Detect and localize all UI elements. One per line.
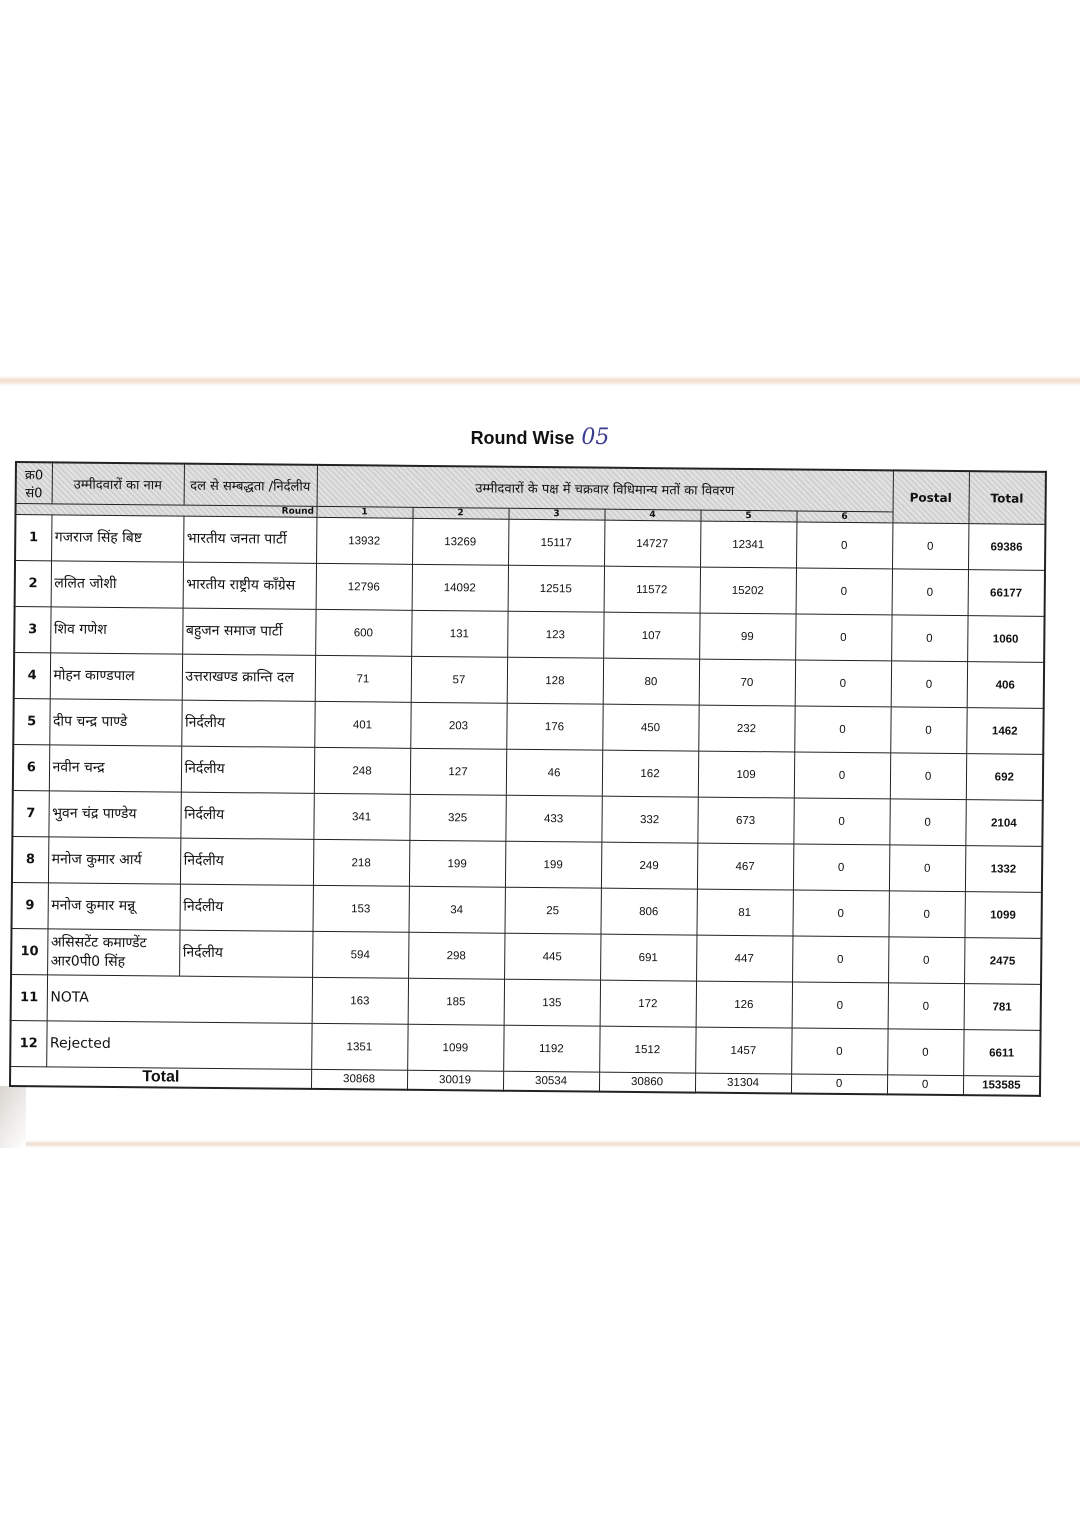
grand-total-label: Total	[10, 1066, 311, 1088]
header-rounds-group: उम्मीदवारों के पक्ष में चक्रवार विधिमान्य मतों का विवरण	[317, 465, 893, 512]
party-name: उत्तराखण्ड क्रान्ति दल	[182, 654, 315, 701]
round-5-votes: 109	[698, 751, 794, 798]
round-6-votes: 0	[793, 798, 889, 845]
round-3-votes: 135	[504, 979, 600, 1026]
round-4-votes: 450	[602, 704, 698, 751]
results-body	[10, 515, 1045, 1096]
round-4-votes: 80	[603, 658, 699, 705]
round-4-votes: 11572	[604, 566, 700, 613]
round-1-votes: 1351	[311, 1023, 407, 1070]
header-round-4: 4	[604, 509, 700, 521]
candidate-name: ललित जोशी	[51, 561, 183, 608]
round-1-votes: 600	[315, 609, 411, 656]
total-votes: 2475	[964, 938, 1041, 985]
serial-number: 3	[14, 607, 50, 653]
page-title	[0, 425, 1080, 450]
round-5-votes: 70	[699, 659, 795, 706]
total-votes: 781	[964, 984, 1041, 1031]
total-votes: 66177	[968, 570, 1045, 617]
round-5-votes: 1457	[695, 1027, 791, 1074]
round-6-votes: 0	[795, 614, 891, 661]
total-votes: 1099	[965, 892, 1042, 939]
postal-votes: 0	[892, 569, 968, 616]
party-name: बहुजन समाज पार्टी	[182, 608, 315, 655]
round-4-total: 30860	[599, 1072, 695, 1092]
serial-number: 4	[14, 653, 50, 699]
total-votes: 1332	[965, 846, 1042, 893]
round-1-votes: 13932	[316, 517, 412, 564]
serial-number: 2	[15, 561, 51, 607]
postal-votes: 0	[890, 753, 966, 800]
postal-votes: 0	[889, 799, 965, 846]
round-4-votes: 691	[600, 934, 696, 981]
header-round-6: 6	[796, 511, 892, 523]
serial-number: 9	[12, 882, 48, 928]
title-handwritten-number: 05	[581, 425, 610, 450]
round-1-votes: 248	[314, 747, 410, 794]
candidate-name: असिसटेंट कमाण्डेंट आर0पी0 सिंह	[47, 929, 179, 976]
serial-number: 8	[12, 836, 48, 882]
total-votes: 692	[966, 754, 1043, 801]
postal-votes: 0	[891, 661, 967, 708]
total-votes: 2104	[965, 800, 1042, 847]
serial-number: 6	[13, 744, 49, 790]
round-2-votes: 185	[408, 978, 504, 1025]
postal-total: 0	[887, 1075, 963, 1095]
round-6-votes: 0	[792, 890, 888, 937]
round-2-votes: 127	[410, 748, 506, 795]
party-name: निर्दलीय	[180, 792, 313, 839]
round-2-votes: 1099	[407, 1024, 503, 1071]
round-3-votes: 199	[505, 841, 601, 888]
candidate-name: शिव गणेश	[50, 607, 182, 654]
header-total: Total	[968, 471, 1046, 524]
round-4-votes: 1512	[599, 1026, 695, 1073]
serial-number: 1	[15, 515, 51, 561]
total-votes: 1060	[967, 616, 1044, 663]
round-2-votes: 131	[411, 610, 507, 657]
results-table-wrapper	[9, 461, 1045, 1091]
party-name: निर्दलीय	[179, 930, 312, 977]
round-2-votes: 203	[410, 702, 506, 749]
round-1-votes: 12796	[316, 563, 412, 610]
round-2-votes: 13269	[412, 518, 508, 565]
round-5-votes: 673	[697, 797, 793, 844]
header-round-5: 5	[700, 510, 796, 522]
round-6-votes: 0	[794, 706, 890, 753]
round-3-votes: 12515	[508, 565, 604, 612]
total-votes: 1462	[966, 708, 1043, 755]
round-1-votes: 341	[313, 793, 409, 840]
round-6-votes: 0	[796, 522, 892, 569]
postal-votes: 0	[889, 891, 965, 938]
round-6-votes: 0	[795, 660, 891, 707]
round-5-votes: 12341	[700, 521, 796, 568]
round-wise-results-table	[9, 461, 1047, 1097]
round-6-votes: 0	[792, 982, 888, 1029]
scan-corner-shadow	[0, 1086, 26, 1148]
round-4-votes: 806	[600, 888, 696, 935]
round-4-votes: 249	[601, 842, 697, 889]
serial-number: 11	[11, 974, 47, 1020]
header-postal: Postal	[892, 470, 969, 523]
total-votes: 69386	[968, 524, 1045, 571]
round-2-total: 30019	[407, 1070, 503, 1090]
round-1-votes: 594	[312, 931, 408, 978]
header-party: दल से सम्बद्धता /निर्दलीय	[184, 464, 317, 507]
round-6-votes: 0	[792, 936, 888, 983]
candidate-name: भुवन चंद्र पाण्डेय	[48, 791, 180, 838]
postal-votes: 0	[888, 937, 964, 984]
round-6-total: 0	[791, 1074, 887, 1094]
round-1-votes: 153	[312, 885, 408, 932]
round-5-votes: 81	[696, 889, 792, 936]
party-name: भारतीय राष्ट्रीय कॉंग्रेस	[183, 562, 316, 609]
header-round-3: 3	[508, 508, 604, 520]
round-1-votes: 401	[314, 701, 410, 748]
round-5-votes: 467	[697, 843, 793, 890]
round-1-votes: 163	[312, 977, 408, 1024]
round-2-votes: 298	[408, 932, 504, 979]
round-3-votes: 15117	[508, 519, 604, 566]
candidate-name: मनोज कुमार आर्य	[48, 837, 180, 884]
round-3-votes: 176	[506, 703, 602, 750]
postal-votes: 0	[888, 983, 964, 1030]
grand-total-votes: 153585	[963, 1076, 1040, 1096]
round-2-votes: 57	[411, 656, 507, 703]
candidate-name: दीप चन्द्र पाण्डे	[49, 699, 181, 746]
header-candidate: उम्मीदवारों का नाम	[52, 462, 184, 505]
round-1-votes: 71	[315, 655, 411, 702]
postal-votes: 0	[892, 523, 968, 570]
header-round-label: Round	[15, 504, 316, 518]
header-serial: क्र0 सं0	[16, 462, 52, 504]
candidate-name: नवीन चन्द्र	[49, 745, 181, 792]
round-3-votes: 128	[507, 657, 603, 704]
postal-votes: 0	[889, 845, 965, 892]
round-6-votes: 0	[791, 1028, 887, 1075]
party-name: भारतीय जनता पार्टी	[183, 516, 316, 563]
round-3-votes: 445	[504, 933, 600, 980]
round-3-votes: 433	[505, 795, 601, 842]
serial-number: 7	[12, 790, 48, 836]
round-1-total: 30868	[311, 1069, 407, 1089]
round-5-votes: 447	[696, 935, 792, 982]
round-1-votes: 218	[313, 839, 409, 886]
round-5-votes: 99	[699, 613, 795, 660]
title-text: Round Wise	[470, 428, 575, 448]
total-votes: 406	[967, 662, 1044, 709]
header-round-2: 2	[412, 507, 508, 519]
header-round-1: 1	[316, 506, 412, 518]
round-5-votes: 232	[698, 705, 794, 752]
postal-votes: 0	[887, 1029, 963, 1076]
round-3-votes: 25	[504, 887, 600, 934]
party-name: निर्दलीय	[180, 884, 313, 931]
candidate-name: मनोज कुमार मन्नू	[48, 883, 180, 930]
round-2-votes: 34	[408, 886, 504, 933]
round-4-votes: 162	[602, 750, 698, 797]
round-5-votes: 15202	[700, 567, 796, 614]
round-4-votes: 172	[600, 980, 696, 1027]
total-votes: 6611	[963, 1030, 1040, 1077]
serial-number: 10	[11, 928, 47, 974]
candidate-name: मोहन काण्डपाल	[50, 653, 182, 700]
serial-number: 12	[10, 1020, 46, 1066]
party-name: निर्दलीय	[181, 746, 314, 793]
party-name: निर्दलीय	[180, 838, 313, 885]
postal-votes: 0	[890, 707, 966, 754]
round-4-votes: 107	[603, 612, 699, 659]
party-name: निर्दलीय	[181, 700, 314, 747]
candidate-name: गजराज सिंह बिष्ट	[51, 515, 183, 562]
round-4-votes: 14727	[604, 520, 700, 567]
round-2-votes: 325	[409, 794, 505, 841]
round-6-votes: 0	[796, 568, 892, 615]
round-4-votes: 332	[601, 796, 697, 843]
round-2-votes: 14092	[412, 564, 508, 611]
round-5-total: 31304	[695, 1073, 791, 1093]
round-2-votes: 199	[409, 840, 505, 887]
nota-label: NOTA	[47, 975, 312, 1024]
scan-edge-top	[0, 376, 1080, 386]
round-6-votes: 0	[793, 844, 889, 891]
scan-edge-bottom	[0, 1140, 1080, 1148]
round-3-votes: 123	[507, 611, 603, 658]
serial-number: 5	[13, 698, 49, 744]
round-3-votes: 1192	[503, 1025, 599, 1072]
round-6-votes: 0	[794, 752, 890, 799]
rejected-label: Rejected	[46, 1021, 311, 1070]
postal-votes: 0	[891, 615, 967, 662]
round-3-votes: 46	[506, 749, 602, 796]
round-5-votes: 126	[696, 981, 792, 1028]
round-3-total: 30534	[503, 1071, 599, 1091]
